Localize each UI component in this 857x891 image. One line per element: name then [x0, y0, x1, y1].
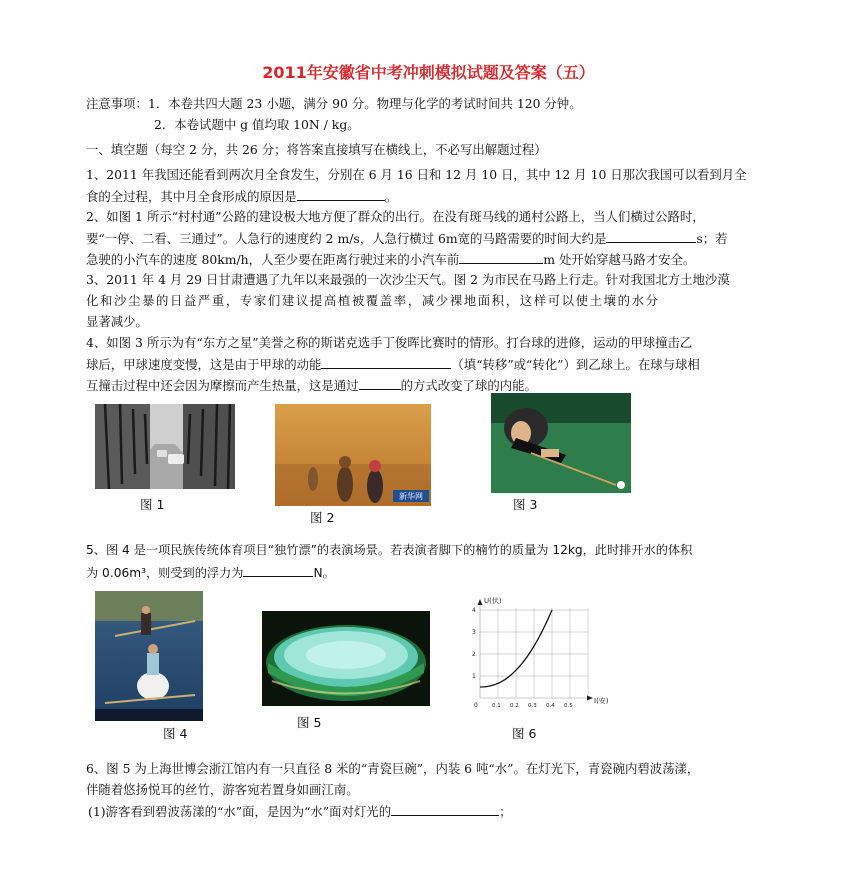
q6-line-1: 6、图 5 为上海世博会浙江馆内有一只直径 8 米的“青瓷巨碗”，内装 6 吨“水”。在灯光下，青瓷碗内碧波荡漾，: [86, 761, 700, 776]
q6-text-b: ；: [499, 804, 512, 819]
q5-text-a: 为 0.06m³，则受到的浮力为: [86, 566, 244, 580]
q5-text-b: N。: [313, 566, 335, 580]
q4-text-d: 的方式改变了球的内能。: [400, 378, 537, 393]
q1-text-b: 。: [384, 189, 398, 204]
origin-label: 0: [474, 702, 478, 709]
figure-2-sandstorm-photo: [275, 404, 431, 506]
page-title: 2011年安徽省中考冲刺模拟试题及答案（五）: [262, 63, 595, 82]
x-axis-label: I(安): [594, 697, 609, 705]
q3-line-3: 显著减少。: [86, 314, 148, 329]
q2-answer-blank-2[interactable]: [459, 251, 543, 264]
q6-text-a: (1)游客看到碧波荡漾的“水”面，是因为“水”面对灯光的: [88, 804, 392, 819]
notes-line-2: 2．本卷试题中 g 值均取 10N / kg。: [154, 117, 360, 132]
q5-answer-blank[interactable]: [243, 564, 313, 577]
y-tick-label: 3: [472, 629, 476, 636]
q2-line-1: 2、如图 1 所示“村村通”公路的建设极大地方便了群众的出行。在没有斑马线的通村公路上，当人们横过公路时，: [86, 209, 705, 224]
q6-line-3: [88, 803, 511, 819]
q4-text-b: （填“转移”或“转化”）到乙球上。在球与球相: [451, 357, 700, 372]
y-tick-label: 4: [472, 607, 476, 614]
y-axis-label: U(伏): [484, 597, 502, 605]
q1-line-1: 1、2011 年我国还能看到两次月全食发生，分别在 6 月 16 日和 12 月 10 日，其中 12 月 10 日那次我国可以看到月全: [86, 167, 747, 182]
q4-line-3: [86, 377, 537, 393]
figure-2-caption: 图 2: [310, 510, 335, 525]
x-tick-label: 0.5: [564, 703, 573, 709]
figure-6-u-i-graph: [460, 593, 620, 715]
figure-3-caption: 图 3: [513, 497, 538, 512]
section-heading: 一、填空题（每空 2 分，共 26 分；将答案直接填写在横线上，不必写出解题过程）: [86, 142, 547, 157]
q6-answer-blank[interactable]: [391, 803, 499, 816]
q4-line-1: 4、如图 3 所示为有“东方之星”美誉之称的斯诺克选手丁俊晖比赛时的情形。打台球的进修，运动的甲球撞击乙: [86, 335, 693, 350]
q5-line-1: 5、图 4 是一项民族传统体育项目“独竹漂”的表演场景。若表演者脚下的楠竹的质量为 12kg，此时排开水的体积: [86, 543, 693, 557]
q3-line-2: 化和沙尘暴的日益严重，专家们建议提高植被覆盖率，减少裸地面积，这样可以使土壤的水分: [86, 293, 660, 308]
q1-text-a: 食的全过程，其中月全食形成的原因是: [86, 189, 297, 204]
y-axis-arrow-icon: [478, 599, 483, 605]
q6-line-2: 伴随着悠扬悦耳的丝竹，游客宛若置身如画江南。: [86, 782, 359, 797]
figure-1-road-photo: [95, 404, 235, 489]
x-tick-label: 0.1: [492, 703, 501, 709]
figure-5-caption: 图 5: [297, 715, 322, 730]
figure-4-bamboo-rafting-photo: [95, 591, 203, 721]
q2-line-2: [86, 230, 728, 246]
y-tick-label: 2: [472, 651, 476, 658]
y-tick-label: 1: [472, 673, 476, 680]
q3-line-1: 3、2011 年 4 月 29 日甘肃遭遇了九年以来最强的一次沙尘天气。图 2 为市民在马路上行走。针对我国北方土地沙漠: [86, 272, 730, 287]
q4-text-c: 互撞击过程中还会因为摩擦而产生热量，这是通过: [86, 378, 359, 393]
notes-line-1: 注意事项：1．本卷共四大题 23 小题，满分 90 分。物理与化学的考试时间共 120 分钟。: [86, 96, 582, 111]
q2-text-a: 要“一停、二看、三通过”。人急行的速度约 2 m/s，人急行横过 6m宽的马路需要的时间大约是: [86, 231, 607, 246]
figure-2-watermark: 新华网: [399, 492, 423, 501]
figure-3-snooker-photo: [491, 393, 631, 493]
q2-text-b: s；若: [696, 231, 728, 246]
x-tick-label: 0.2: [510, 703, 519, 709]
q1-answer-blank[interactable]: [297, 188, 385, 201]
q4-text-a: 球后，甲球速度变慢，这是由于甲球的动能: [86, 357, 322, 372]
q2-text-c: 急驶的小汽车的速度 80km/h，人至少要在距离行驶过来的小汽车前: [86, 252, 460, 267]
x-tick-label: 0.3: [528, 703, 537, 709]
figure-6-caption: 图 6: [512, 726, 537, 741]
q1-line-2: [86, 188, 397, 204]
x-tick-label: 0.4: [546, 703, 555, 709]
q5-line-2: [86, 564, 335, 581]
q2-answer-blank-1[interactable]: [606, 230, 696, 243]
figure-1-caption: 图 1: [140, 497, 165, 512]
q4-line-2: [86, 356, 700, 372]
q4-answer-blank-1[interactable]: [321, 356, 451, 369]
q2-line-3: [86, 251, 695, 267]
q4-answer-blank-2[interactable]: [359, 377, 401, 390]
x-axis-arrow-icon: [587, 696, 593, 701]
figure-4-caption: 图 4: [163, 726, 188, 741]
q2-text-d: m 处开始穿越马路才安全。: [543, 252, 696, 267]
figure-5-celadon-bowl-photo: [262, 611, 430, 706]
